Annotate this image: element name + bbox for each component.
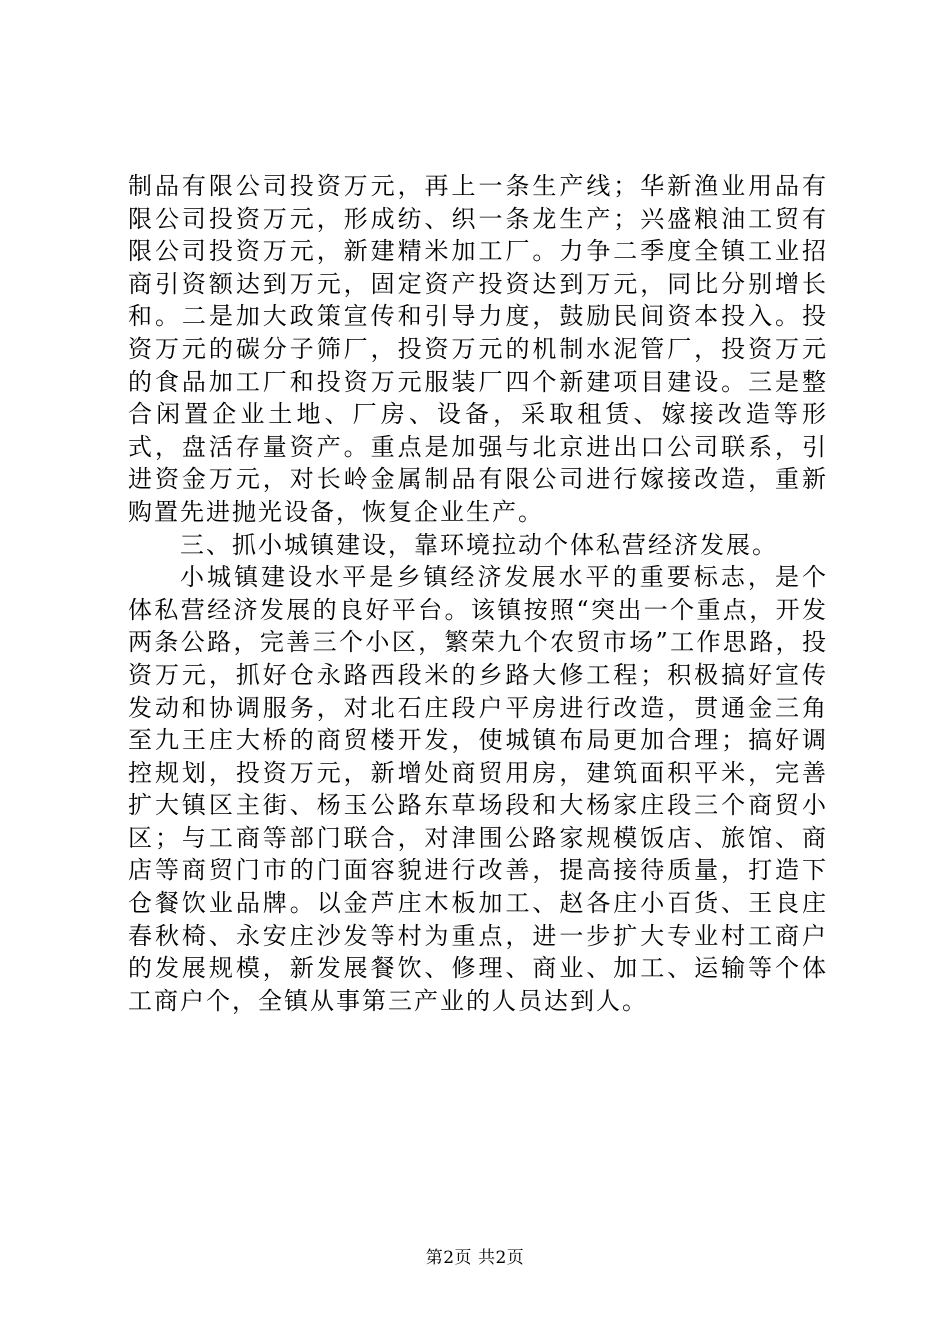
paragraph-body: 小城镇建设水平是乡镇经济发展水平的重要标志，是个体私营经济发展的良好平台。该镇按照“突出一个重点，开发两条公路，完善三个小区，繁荣九个农贸市场”工作思路，投资万元，抓好仓永路西段米的乡路大修工程；积极搞好宣传发动和协调服务，对北石庄段户平房进行改造，贯通金三角至九王庄大桥的商贸楼开发，使城镇布局更加合理；搞好调控规划，投资万元，新增处商贸用房，建筑面积平米，完善扩大镇区主街、杨玉公路东草场段和大杨家庄段三个商贸小区；与工商等部门联合，对津围公路家规模饭店、旅馆、商店等商贸门市的门面容貌进行改善，提高接待质量，打造下仓餐饮业品牌。以金芦庄木板加工、赵各庄小百货、王良庄春秋椅、永安庄沙发等村为重点，进一步扩大专业村工商户的发展规模，新发展餐饮、修理、商业、加工、运输等个体工商户个，全镇从事第三产业的人员达到人。 <box>128 563 828 1015</box>
paragraph-continuation: 制品有限公司投资万元，再上一条生产线；华新渔业用品有限公司投资万元，形成纺、织一条龙生产；兴盛粮油工贸有限公司投资万元，新建精米加工厂。力争二季度全镇工业招商引资额达到万元，固定资产投资达到万元，同比分别增长和。二是加大政策宣传和引导力度，鼓励民间资本投入。投资万元的碳分子筛厂，投资万元的机制水泥管厂，投资万元的食品加工厂和投资万元服装厂四个新建项目建设。三是整合闲置企业土地、厂房、设备，采取租赁、嫁接改造等形式，盘活存量资产。重点是加强与北京进出口公司联系，引进资金万元，对长岭金属制品有限公司进行嫁接改造，重新购置先进抛光设备，恢复企业生产。 <box>128 172 828 526</box>
section-heading: 三、抓小城镇建设，靠环境拉动个体私营经济发展。 <box>180 530 778 559</box>
document-body <box>128 170 828 1017</box>
page-number-footer: 第2页 共2页 <box>425 1248 525 1268</box>
